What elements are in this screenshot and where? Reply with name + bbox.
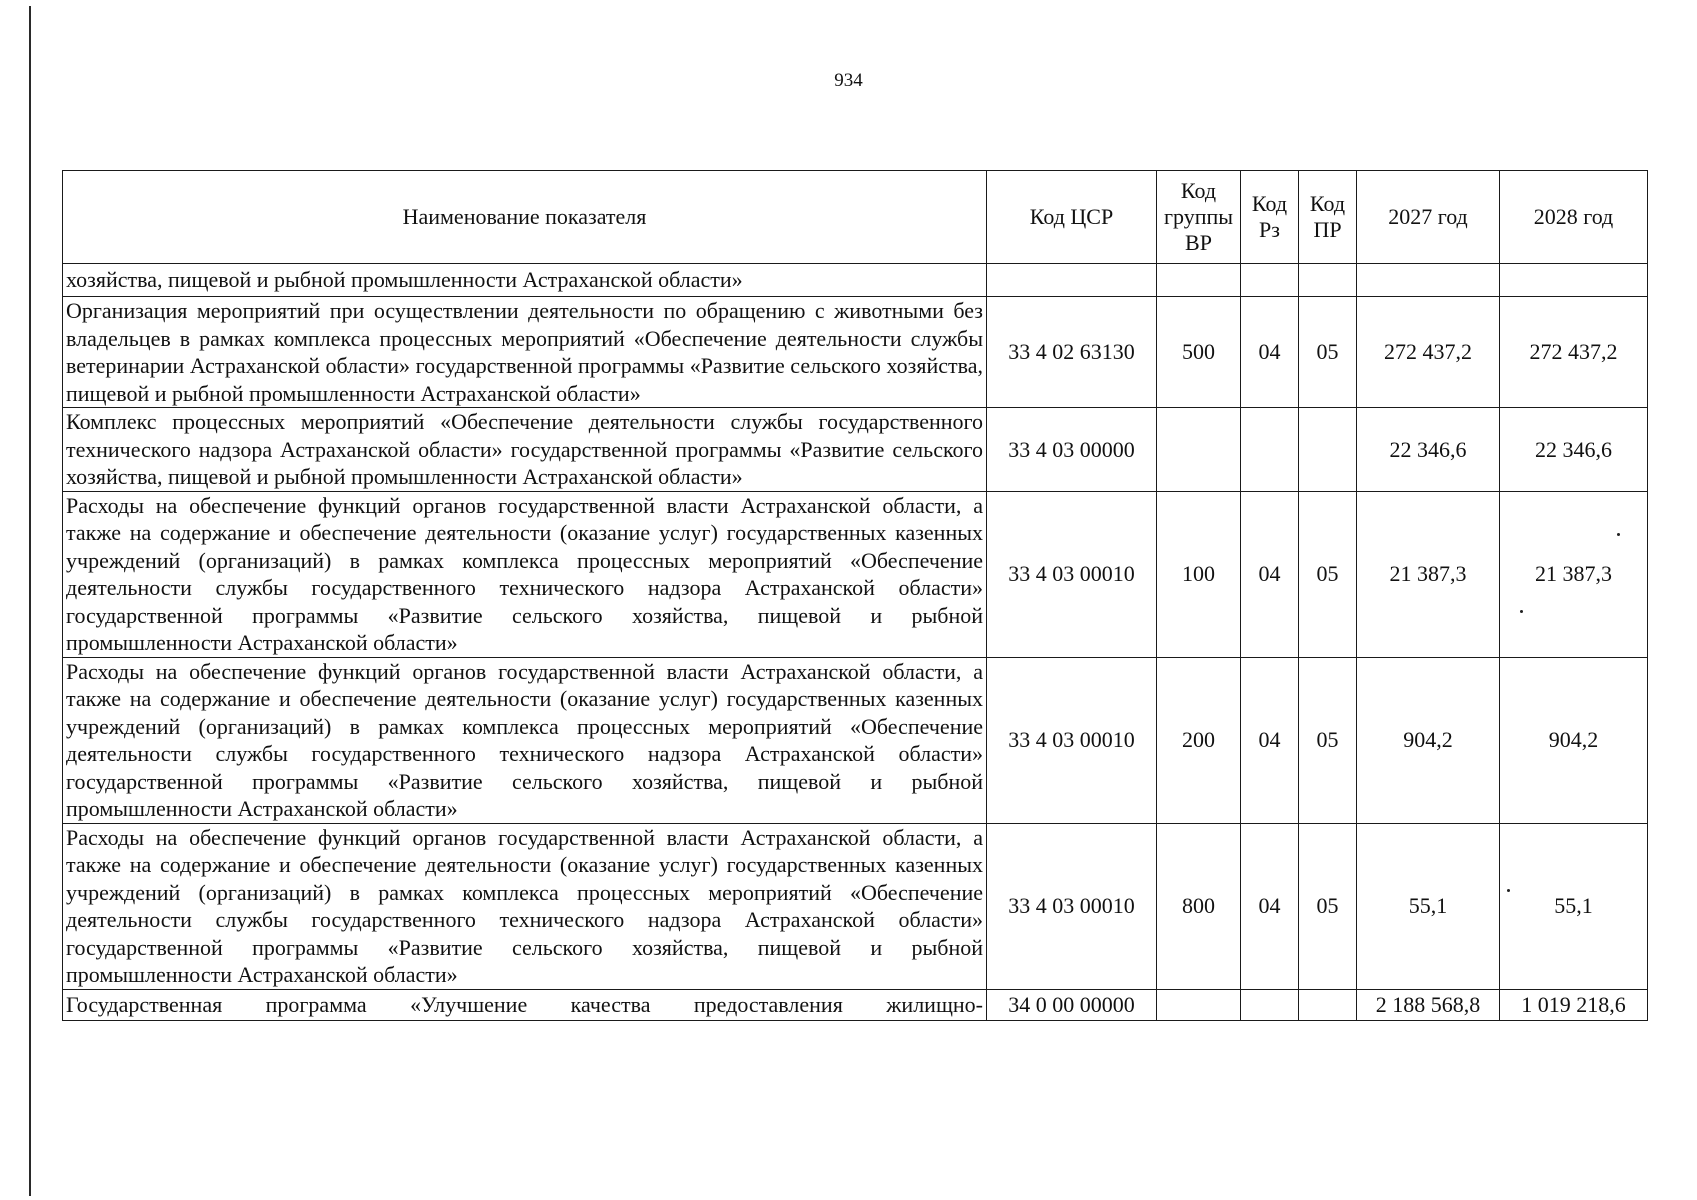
cell-2027: 2 188 568,8 <box>1357 989 1500 1020</box>
cell-2027: 21 387,3 <box>1357 491 1500 657</box>
table-row <box>63 264 1648 297</box>
scan-speck <box>1520 610 1523 613</box>
cell-vr: 100 <box>1157 491 1241 657</box>
scan-speck <box>1617 533 1620 536</box>
table-row <box>63 989 1648 1020</box>
header-vr: Код группы ВР <box>1157 171 1241 264</box>
cell-name: Расходы на обеспечение функций органов государственной власти Астраханской области, а также на содержание и обеспечение деятельности (оказание услуг) государственных казенных учреждений (организаций) в рамках комплекса процессных мероприятий «Обеспечение деятельности службы государственного технического надзора Астраханской области» государственной программы «Развитие сельского хозяйства, пищевой и рыбной промышленности Астраханской области» <box>63 491 987 657</box>
header-rz: Код Рз <box>1241 171 1299 264</box>
header-2028: 2028 год <box>1500 171 1648 264</box>
cell-csr: 34 0 00 00000 <box>987 989 1157 1020</box>
table-row <box>63 823 1648 989</box>
cell-2028: 904,2 <box>1500 657 1648 823</box>
cell-rz <box>1241 989 1299 1020</box>
cell-vr <box>1157 989 1241 1020</box>
cell-name: Организация мероприятий при осуществлении деятельности по обращению с животными без владельцев в рамках комплекса процессных мероприятий «Обеспечение деятельности службы ветеринарии Астраханской области» государственной программы «Развитие сельского хозяйства, пищевой и рыбной промышленности Астраханской области» <box>63 297 987 408</box>
cell-2028: 272 437,2 <box>1500 297 1648 408</box>
budget-table <box>62 170 1648 1021</box>
header-name: Наименование показателя <box>63 171 987 264</box>
cell-vr <box>1157 408 1241 492</box>
cell-2028: 22 346,6 <box>1500 408 1648 492</box>
cell-pr <box>1299 989 1357 1020</box>
cell-name: Расходы на обеспечение функций органов государственной власти Астраханской области, а также на содержание и обеспечение деятельности (оказание услуг) государственных казенных учреждений (организаций) в рамках комплекса процессных мероприятий «Обеспечение деятельности службы государственного технического надзора Астраханской области» государственной программы «Развитие сельского хозяйства, пищевой и рыбной промышленности Астраханской области» <box>63 823 987 989</box>
cell-2028 <box>1500 264 1648 297</box>
cell-pr: 05 <box>1299 297 1357 408</box>
scan-edge-line <box>29 6 31 1196</box>
cell-name: Расходы на обеспечение функций органов государственной власти Астраханской области, а также на содержание и обеспечение деятельности (оказание услуг) государственных казенных учреждений (организаций) в рамках комплекса процессных мероприятий «Обеспечение деятельности службы государственного технического надзора Астраханской области» государственной программы «Развитие сельского хозяйства, пищевой и рыбной промышленности Астраханской области» <box>63 657 987 823</box>
cell-2027: 904,2 <box>1357 657 1500 823</box>
table-row <box>63 297 1648 408</box>
cell-vr <box>1157 264 1241 297</box>
header-row <box>63 171 1648 264</box>
header-csr: Код ЦСР <box>987 171 1157 264</box>
cell-csr: 33 4 03 00010 <box>987 823 1157 989</box>
cell-csr: 33 4 03 00000 <box>987 408 1157 492</box>
header-pr: Код ПР <box>1299 171 1357 264</box>
cell-rz <box>1241 264 1299 297</box>
cell-rz: 04 <box>1241 491 1299 657</box>
cell-2027: 22 346,6 <box>1357 408 1500 492</box>
cell-2027: 272 437,2 <box>1357 297 1500 408</box>
cell-pr <box>1299 264 1357 297</box>
cell-rz: 04 <box>1241 297 1299 408</box>
cell-rz: 04 <box>1241 657 1299 823</box>
cell-csr: 33 4 03 00010 <box>987 491 1157 657</box>
cell-vr: 500 <box>1157 297 1241 408</box>
cell-rz <box>1241 408 1299 492</box>
cell-csr <box>987 264 1157 297</box>
page-number: 934 <box>834 70 863 91</box>
cell-pr: 05 <box>1299 657 1357 823</box>
table-row <box>63 657 1648 823</box>
cell-vr: 200 <box>1157 657 1241 823</box>
cell-name: Комплекс процессных мероприятий «Обеспечение деятельности службы государственного технического надзора Астраханской области» государственной программы «Развитие сельского хозяйства, пищевой и рыбной промышленности Астраханской области» <box>63 408 987 492</box>
table-row <box>63 491 1648 657</box>
cell-2028: 55,1 <box>1500 823 1648 989</box>
table-row <box>63 408 1648 492</box>
cell-2027 <box>1357 264 1500 297</box>
cell-rz: 04 <box>1241 823 1299 989</box>
cell-pr: 05 <box>1299 823 1357 989</box>
cell-pr <box>1299 408 1357 492</box>
scan-speck <box>1507 889 1510 892</box>
cell-vr: 800 <box>1157 823 1241 989</box>
cell-2027: 55,1 <box>1357 823 1500 989</box>
header-2027: 2027 год <box>1357 171 1500 264</box>
cell-name: Государственная программа «Улучшение качества предоставления жилищно- <box>63 989 987 1020</box>
cell-name: хозяйства, пищевой и рыбной промышленности Астраханской области» <box>63 264 987 297</box>
cell-2028: 1 019 218,6 <box>1500 989 1648 1020</box>
cell-2028: 21 387,3 <box>1500 491 1648 657</box>
cell-csr: 33 4 03 00010 <box>987 657 1157 823</box>
cell-csr: 33 4 02 63130 <box>987 297 1157 408</box>
cell-pr: 05 <box>1299 491 1357 657</box>
